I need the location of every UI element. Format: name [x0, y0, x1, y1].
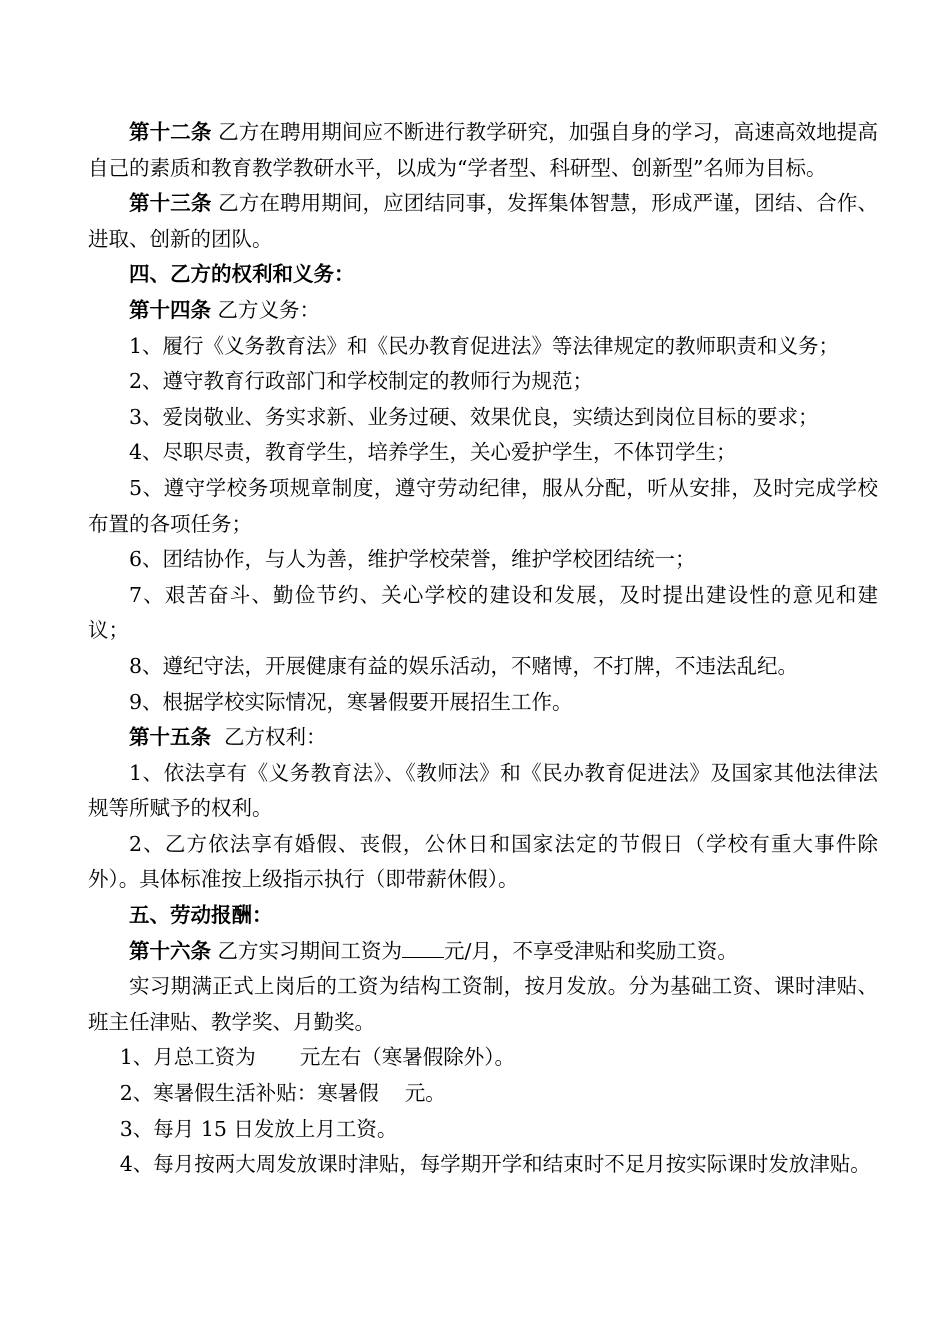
list-item: 8、遵纪守法，开展健康有益的娱乐活动，不赌博，不打牌，不违法乱纪。: [129, 653, 799, 678]
salary-structure-paragraph: 实习期满正式上岗后的工资为结构工资制，按月发放。分为基础工资、课时津贴、班主任津贴、教学奖、月勤奖。: [88, 974, 878, 1034]
article-13-text: 乙方在聘用期间，应团结同事，发挥集体智慧，形成严谨，团结、合作、进取、创新的团队。: [88, 191, 879, 251]
list-item: 1、依法享有《义务教育法》、《教师法》和《民办教育促进法》及国家其他法律法规等所赋予的权利。: [88, 760, 878, 821]
article-16-text-before: 乙方实习期间工资为: [211, 938, 403, 963]
list-item: 4、每月按两大周发放课时津贴，每学期开学和结束时不足月按实际课时发放津贴。: [119, 1152, 871, 1177]
article-16-heading: 第十六条: [129, 938, 211, 963]
article-12-text: 乙方在聘用期间应不断进行教学研究，加强自身的学习，高速高效地提高自己的素质和教育教学教研水平，以成为“学者型、科研型、创新型”名师为目标。: [88, 120, 879, 180]
article-16: [88, 934, 878, 970]
document-body: [88, 115, 878, 1183]
article-14-heading: 第十四条: [129, 297, 211, 322]
article-12: [88, 115, 878, 186]
article-16-text-after: 元/月，不享受津贴和奖励工资。: [444, 938, 738, 963]
item-2-before: 2、寒暑假生活补贴：寒暑假: [119, 1081, 379, 1106]
item-1-after: 元左右（寒暑假除外）。: [299, 1045, 516, 1070]
list-item: 3、爱岗敬业、务实求新、业务过硬、效果优良，实绩达到岗位目标的要求；: [129, 404, 819, 429]
list-item: 2、乙方依法享有婚假、丧假，公休日和国家法定的节假日（学校有重大事件除外）。具体标准按上级指示执行（即带薪休假）。: [88, 831, 878, 892]
article-13-heading: 第十三条: [129, 191, 212, 216]
article-14-text: 乙方义务：: [211, 297, 321, 322]
section-4-title: 四、乙方的权利和义务：: [129, 262, 355, 287]
article-15-text: 乙方权利：: [211, 725, 327, 750]
list-item: 1、履行《义务教育法》和《民办教育促进法》等法律规定的教师职责和义务；: [129, 333, 840, 358]
list-item: [88, 1040, 878, 1076]
article-15: [88, 720, 878, 756]
list-item: 3、每月 15 日发放上月工资。: [119, 1116, 398, 1141]
section-5-title: 五、劳动报酬：: [129, 903, 273, 928]
list-item: 6、团结协作，与人为善，维护学校荣誉，维护学校团结统一；: [129, 547, 696, 572]
article-12-heading: 第十二条: [129, 120, 212, 144]
list-item: 2、遵守教育行政部门和学校制定的教师行为规范；: [129, 369, 594, 394]
item-1-before: 1、月总工资为: [119, 1045, 256, 1070]
salary-blank-line: [402, 935, 444, 958]
article-15-heading: 第十五条: [129, 725, 211, 750]
list-item: [88, 1076, 878, 1112]
list-item: 7、艰苦奋斗、勤俭节约、关心学校的建设和发展，及时提出建设性的意见和建议；: [88, 582, 878, 643]
article-13: [88, 186, 878, 257]
list-item: 5、遵守学校务项规章制度，遵守劳动纪律，服从分配，听从安排，及时完成学校布置的各项任务；: [88, 475, 878, 536]
list-item: 4、尽职尽责，教育学生，培养学生，关心爱护学生，不体罚学生；: [129, 440, 737, 465]
item-2-after: 元。: [404, 1081, 446, 1106]
list-item: 9、根据学校实际情况，寒暑假要开展招生工作。: [129, 689, 573, 714]
article-14: [88, 293, 878, 329]
